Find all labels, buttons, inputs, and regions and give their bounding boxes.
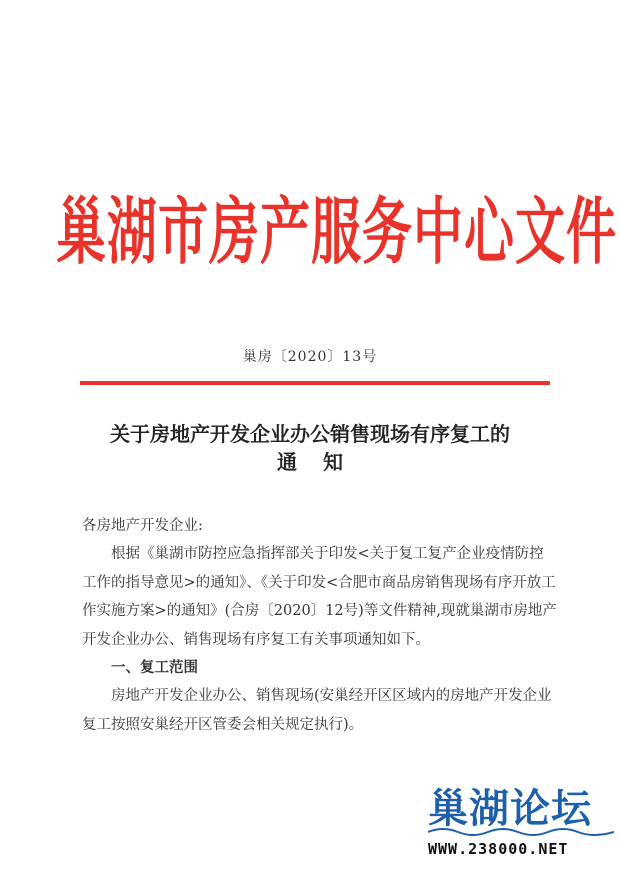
salutation: 各房地产开发企业: [82,518,203,534]
notice-title-line-1: 关于房地产开发企业办公销售现场有序复工的 [110,422,510,446]
site-watermark [428,786,614,870]
watermark-wave-icon [428,826,614,836]
watermark-logo: 巢湖论坛 [428,786,592,832]
watermark-url: WWW.238000.NET [428,840,569,858]
section-1-heading: 一、复工范围 [111,660,198,677]
notice-title [0,420,620,476]
notice-title-line-2: 通知 [277,450,369,474]
document-number: 巢房〔2020〕13号 [242,349,378,365]
document-body [82,512,558,739]
red-divider-line [80,381,550,385]
section-1-text: 房地产开发企业办公、销售现场(安巢经开区区域内的房地产开发企业复工按照安巢经开区管委会相关规定执行)。 [82,688,552,733]
document-header-title: 巢湖市房产服务中心文件 [56,188,617,275]
paragraph-1: 根据《巢湖市防控应急指挥部关于印发<关于复工复产企业疫情防控工作的指导意见>的通知》、《关于印发<合肥市商品房销售现场有序开放工作实施方案>的通知》(合房〔2020〕12号)等文件精神,现就巢湖市房地产开发企业办公、销售现场有序复工有关事项通知如下。 [82,546,557,648]
